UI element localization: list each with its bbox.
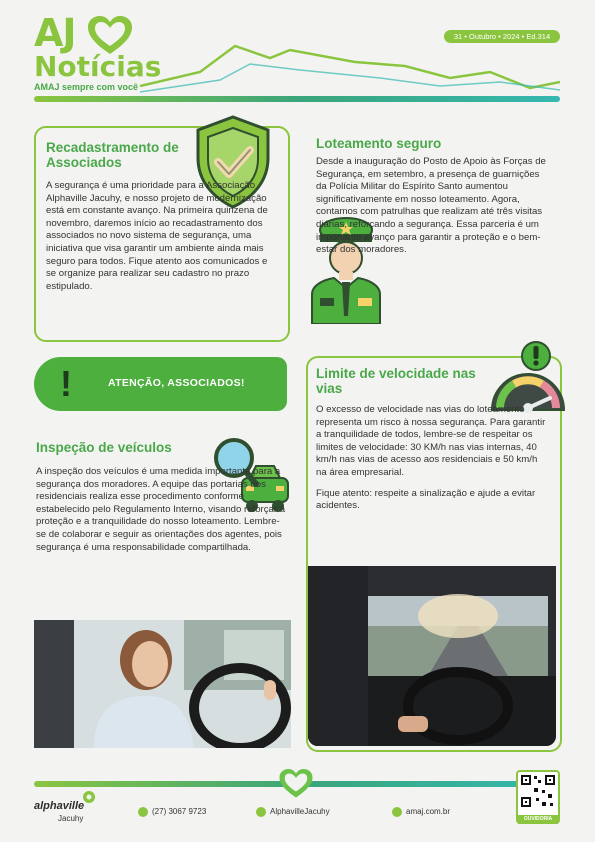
logo-tagline: AMAJ sempre com você: [34, 82, 139, 92]
inspecao-text: [36, 466, 286, 554]
loteamento-heading: Loteamento seguro: [316, 136, 442, 151]
edition-badge: 31 • Outubro • 2024 • Ed.314: [444, 30, 560, 43]
phone-text: (27) 3067 9723: [152, 807, 207, 817]
social-text: AlphavilleJacuhy: [270, 807, 330, 817]
phone-icon: [138, 807, 148, 817]
qr-label: OUVIDORIA: [518, 815, 558, 824]
mountains-decoration: [140, 38, 560, 98]
globe-icon: [392, 807, 402, 817]
footer-brand: alphaville: [34, 800, 85, 812]
velocidade-text: [316, 404, 548, 513]
brand-mark-icon: [82, 790, 96, 804]
loteamento-text: [316, 156, 550, 257]
exclamation-icon: !: [60, 363, 72, 404]
heart-footer-icon: [278, 768, 314, 800]
velocidade-title: [316, 366, 476, 396]
velocidade-heading: Limite de velocidade nas vias: [316, 366, 476, 396]
inspecao-body: A inspeção dos veículos é uma medida importante para a segurança dos moradores. A equipe das portarias dos residenciais realiza esse procedimento conforme estabelecido pelo Regulamento Interno, visando reforçar a proteção e a tranquilidade do nosso loteamento. Lembre-se de colaborar e seguir as orientações dos agentes, pois segurança é uma responsabilidade compartilhada.: [36, 466, 286, 553]
site-text: amaj.com.br: [406, 807, 451, 817]
qr-code-icon: [518, 772, 558, 810]
instagram-icon: [256, 807, 266, 817]
footer-site[interactable]: [392, 807, 450, 817]
qr-code[interactable]: [516, 770, 560, 824]
footer-social[interactable]: [256, 807, 330, 817]
velocidade-body2: Fique atento: respeite a sinalização e ajude a evitar acidentes.: [316, 487, 536, 512]
header-divider: [34, 96, 560, 102]
recadastramento-heading: Recadastramento de Associados: [46, 140, 179, 170]
inspecao-heading: Inspeção de veículos: [36, 440, 172, 455]
driving-woman-photo: [34, 620, 291, 748]
loteamento-body: Desde a inauguração do Posto de Apoio às Forças de Segurança, em setembro, a presença de guarnições da Polícia Militar do Espírito Santo aumentou significativamente em nosso loteamento. Agora, contamos com patrulhas que realizam até três visitas diárias, reforçando a segurança. Essa parceria é um importante avanço para garantir a proteção e o bem-estar dos moradores.: [316, 156, 546, 256]
alert-label: ATENÇÃO, ASSOCIADOS!: [108, 377, 245, 389]
recadastramento-body: A segurança é uma prioridade para a Associação Alphaville Jacuhy, e nosso projeto de modernização está em constante avanço. Na primeira quinzena de novembro, daremos início ao recadastramento dos associados no novo sistema de segurança, uma iniciativa que visa garantir um ambiente ainda mais seguro para todos. Fique atento aos comunicados e se organize para realizar seu cadastro no prazo estipulado.: [46, 180, 268, 292]
logo-aj: AJ: [34, 11, 76, 55]
footer-brand-sub: Jacuhy: [58, 814, 84, 823]
car-interior-photo: [308, 566, 556, 746]
footer-phone[interactable]: [138, 807, 206, 817]
recadastramento-text: [46, 180, 276, 293]
recadastramento-title: [46, 140, 196, 170]
logo-noticias: Notícias: [34, 50, 162, 83]
velocidade-body1: O excesso de velocidade nas vias do loteamento representa um risco à nossa segurança. Para garantir a tranquilidade de todos, lembre-se de respeitar os limites de velocidade: 30 KM/h nas vias internas, 40 km/h nas vias de acesso aos residenciais e 50 km/h na área empresarial.: [316, 404, 546, 478]
